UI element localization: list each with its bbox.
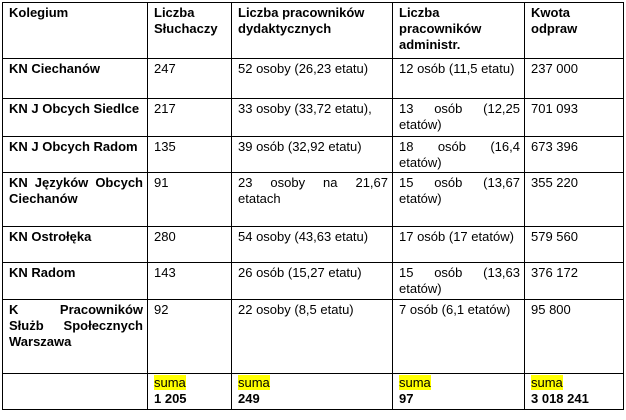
table-row <box>3 227 624 263</box>
sum-cell-sluchacze <box>148 374 232 410</box>
cell-sluchacze: 92 <box>148 300 232 374</box>
sum-cell-administracyjni <box>393 374 525 410</box>
cell-kolegium: KN Ciechanów <box>3 59 148 99</box>
sum-empty-cell <box>3 374 148 410</box>
header-pracownicy-administracyjni: Liczba pracowników administr. <box>393 3 525 59</box>
sum-value: 249 <box>238 391 260 406</box>
sum-value: 1 205 <box>154 391 187 406</box>
table-row <box>3 59 624 99</box>
cell-administracyjni: 15 osób (13,63 etatów) <box>393 263 525 300</box>
cell-kolegium: KN Ostrołęka <box>3 227 148 263</box>
cell-administracyjni: 13 osób (12,25 etatów) <box>393 99 525 137</box>
cell-administracyjni: 17 osób (17 etatów) <box>393 227 525 263</box>
sum-label: suma <box>531 375 563 390</box>
header-kolegium: Kolegium <box>3 3 148 59</box>
cell-kwota: 355 220 <box>525 173 624 227</box>
cell-dydaktyczni: 33 osoby (33,72 etatu), <box>232 99 393 137</box>
cell-kwota: 673 396 <box>525 137 624 173</box>
header-kwota-odpraw: Kwota odpraw <box>525 3 624 59</box>
sum-label: suma <box>238 375 270 390</box>
cell-dydaktyczni: 39 osób (32,92 etatu) <box>232 137 393 173</box>
cell-dydaktyczni: 52 osoby (26,23 etatu) <box>232 59 393 99</box>
sum-label: suma <box>154 375 186 390</box>
cell-administracyjni: 18 osób (16,4 etatów) <box>393 137 525 173</box>
sum-cell-dydaktyczni <box>232 374 393 410</box>
cell-kolegium: KN J Obcych Radom <box>3 137 148 173</box>
table-row <box>3 137 624 173</box>
sum-value: 3 018 241 <box>531 391 589 406</box>
table-row <box>3 263 624 300</box>
sum-label: suma <box>399 375 431 390</box>
cell-sluchacze: 217 <box>148 99 232 137</box>
cell-administracyjni: 12 osób (11,5 etatu) <box>393 59 525 99</box>
header-liczba-sluchaczy: Liczba Słuchaczy <box>148 3 232 59</box>
sum-row <box>3 374 624 410</box>
cell-kwota: 701 093 <box>525 99 624 137</box>
cell-kolegium: KN Radom <box>3 263 148 300</box>
cell-administracyjni: 7 osób (6,1 etatów) <box>393 300 525 374</box>
cell-dydaktyczni: 22 osoby (8,5 etatu) <box>232 300 393 374</box>
header-row <box>3 3 624 59</box>
cell-kwota: 237 000 <box>525 59 624 99</box>
cell-sluchacze: 91 <box>148 173 232 227</box>
cell-kwota: 376 172 <box>525 263 624 300</box>
cell-dydaktyczni: 54 osoby (43,63 etatu) <box>232 227 393 263</box>
cell-kolegium: KN Języków Obcych Ciechanów <box>3 173 148 227</box>
table-row <box>3 173 624 227</box>
cell-dydaktyczni: 23 osoby na 21,67 etatach <box>232 173 393 227</box>
cell-sluchacze: 247 <box>148 59 232 99</box>
personnel-table <box>2 2 624 410</box>
cell-administracyjni: 15 osób (13,67 etatów) <box>393 173 525 227</box>
cell-sluchacze: 143 <box>148 263 232 300</box>
cell-sluchacze: 135 <box>148 137 232 173</box>
cell-sluchacze: 280 <box>148 227 232 263</box>
cell-kwota: 95 800 <box>525 300 624 374</box>
header-pracownicy-dydaktyczni: Liczba pracowników dydaktycznych <box>232 3 393 59</box>
cell-kolegium: KN J Obcych Siedlce <box>3 99 148 137</box>
sum-cell-kwota <box>525 374 624 410</box>
cell-kwota: 579 560 <box>525 227 624 263</box>
table-row <box>3 300 624 374</box>
cell-kolegium: K Pracowników Służb Społecznych Warszawa <box>3 300 148 374</box>
table-row <box>3 99 624 137</box>
cell-dydaktyczni: 26 osób (15,27 etatu) <box>232 263 393 300</box>
sum-value: 97 <box>399 391 414 406</box>
